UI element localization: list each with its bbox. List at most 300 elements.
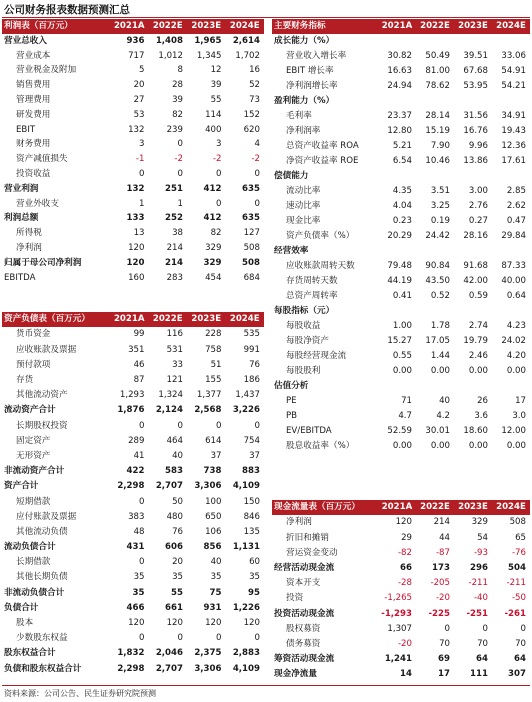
value-cell [416, 244, 454, 259]
table-title: 主要财务指标 [272, 19, 378, 34]
row-label: 财务费用 [16, 139, 51, 150]
value-cell: 116 [166, 329, 183, 340]
value-cell: 18.60 [463, 426, 488, 437]
value-cell [416, 34, 454, 49]
table-row [2, 585, 264, 600]
table-row [272, 244, 530, 259]
value-cell: 9.96 [468, 141, 488, 152]
value-cell: 46 [133, 359, 145, 370]
value-cell: 155 [205, 375, 222, 386]
table-row [272, 229, 530, 244]
value-cell: 35 [133, 572, 145, 583]
table-row [2, 449, 264, 464]
value-cell: 422 [126, 466, 145, 477]
value-cell: 3.51 [430, 186, 450, 197]
table-row [272, 379, 530, 394]
value-cell: 44 [439, 532, 450, 543]
value-cell: 23.37 [387, 111, 412, 122]
value-cell: -50 [511, 593, 526, 604]
table-row [272, 319, 530, 334]
value-cell: 620 [243, 124, 260, 135]
value-cell: 738 [203, 466, 222, 477]
value-cell: 44.19 [387, 276, 412, 287]
value-cell: 531 [166, 344, 183, 355]
value-cell: 52 [249, 80, 260, 91]
value-cell: 0 [444, 623, 450, 634]
value-cell: 81.00 [425, 66, 450, 77]
table-row [2, 167, 264, 182]
value-cell: 614 [205, 435, 222, 446]
value-cell: 1,241 [384, 654, 412, 665]
row-label: 现金比率 [286, 216, 321, 227]
year-header: 2024E [226, 312, 265, 327]
row-label: 应付账款及票据 [16, 511, 77, 522]
value-cell: 661 [165, 602, 183, 613]
table-row [2, 226, 264, 241]
value-cell: 0 [139, 169, 145, 180]
table-row [2, 78, 264, 93]
table-row [272, 515, 530, 530]
bottom-rule [2, 685, 530, 686]
value-cell: 5.21 [392, 141, 412, 152]
table-row [2, 418, 264, 433]
table-row [2, 373, 264, 388]
value-cell: 0 [216, 420, 222, 431]
value-cell: 883 [242, 466, 260, 477]
value-cell: 0 [254, 198, 260, 209]
value-cell: 2,046 [155, 648, 183, 659]
table-row [272, 79, 530, 94]
value-cell: 70 [439, 638, 450, 649]
value-cell: 75 [209, 587, 222, 598]
table-row [272, 49, 530, 64]
value-cell: 14 [400, 669, 412, 680]
table-row [272, 576, 530, 591]
ratios-table-panel [272, 19, 530, 454]
value-cell: 38 [172, 228, 183, 239]
value-cell: 0 [482, 623, 488, 634]
row-label: 营业外收支 [16, 198, 59, 209]
value-cell: 0.00 [430, 366, 450, 377]
value-cell: 1,226 [232, 602, 260, 613]
row-label: 盈利能力（%） [274, 96, 335, 107]
value-cell: 17.05 [425, 336, 450, 347]
row-label: 存货 [16, 375, 34, 386]
value-cell: 2,375 [194, 648, 222, 659]
table-row [2, 342, 264, 357]
value-cell: 0 [177, 169, 183, 180]
table-row [2, 570, 264, 585]
row-label: 筹资活动现金流 [274, 654, 335, 665]
table-row [272, 34, 530, 49]
row-label: 总资产收益率 ROA [286, 141, 359, 152]
value-cell: 0.00 [506, 441, 526, 452]
value-cell: 50.49 [425, 51, 450, 62]
value-cell: 4.20 [506, 351, 526, 362]
value-cell: 30.82 [387, 51, 412, 62]
value-cell: -1 [135, 154, 145, 165]
year-header: 2021A [110, 19, 149, 34]
value-cell: -20 [435, 593, 450, 604]
row-label: 股权募资 [286, 623, 321, 634]
table-row [2, 646, 264, 661]
value-cell: 40.00 [501, 276, 526, 287]
value-cell: 186 [243, 375, 260, 386]
row-label: 货币资金 [16, 329, 51, 340]
value-cell: 54.21 [501, 81, 526, 92]
value-cell: 758 [205, 344, 222, 355]
value-cell: 3.00 [468, 186, 488, 197]
value-cell: 71 [401, 396, 412, 407]
value-cell: 91.68 [463, 261, 488, 272]
value-cell: 26 [477, 396, 488, 407]
value-cell: 28 [172, 80, 183, 91]
row-label: 资产减值损失 [16, 154, 68, 165]
row-label: 归属于母公司净利润 [4, 257, 82, 268]
value-cell: 12.36 [501, 141, 526, 152]
value-cell: 17.61 [501, 156, 526, 167]
value-cell: 351 [128, 344, 145, 355]
row-label: PE [286, 396, 297, 407]
value-cell: -87 [435, 547, 450, 558]
value-cell: 2.62 [506, 201, 526, 212]
table-row [272, 622, 530, 637]
value-cell: 1,832 [117, 648, 145, 659]
value-cell: 1,012 [158, 50, 183, 61]
value-cell: 2,568 [194, 405, 222, 416]
value-cell: 120 [128, 243, 145, 254]
value-cell: 4.7 [398, 411, 412, 422]
row-label: 总资产周转率 [286, 291, 338, 302]
row-label: 利润总额 [4, 213, 39, 224]
table-row [272, 139, 530, 154]
row-label: 其他流动资产 [16, 390, 68, 401]
value-cell: -28 [397, 578, 412, 589]
value-cell: 0 [139, 420, 145, 431]
value-cell: 127 [243, 228, 260, 239]
table-row [2, 403, 264, 418]
table-row [272, 409, 530, 424]
value-cell: 2.74 [468, 321, 488, 332]
value-cell: 252 [165, 213, 183, 224]
value-cell: 2.85 [506, 186, 526, 197]
table-row [2, 108, 264, 123]
value-cell: 480 [166, 511, 183, 522]
value-cell: 99 [133, 329, 145, 340]
row-label: 净利润率 [286, 126, 321, 137]
row-label: 营业成本 [16, 50, 51, 61]
value-cell: 39 [210, 80, 222, 91]
value-cell: 1,377 [196, 390, 222, 401]
value-cell: 132 [126, 183, 145, 194]
row-label: 无形资产 [16, 450, 51, 461]
table-title: 资产负债表（百万元） [2, 312, 110, 327]
value-cell: 3.6 [474, 411, 488, 422]
row-label: 营业税金及附加 [16, 65, 77, 76]
row-label: 资产合计 [4, 481, 39, 492]
value-cell: 82 [172, 109, 183, 120]
row-label: 存货周转天数 [286, 276, 338, 287]
table-row [2, 479, 264, 494]
row-label: 营业收入增长率 [286, 51, 347, 62]
row-label: 非流动资产合计 [4, 466, 65, 477]
value-cell: 2,883 [232, 648, 260, 659]
row-label: 研发费用 [16, 109, 51, 120]
value-cell: -2 [251, 154, 260, 165]
row-label: 债务募资 [286, 638, 321, 649]
value-cell: 0 [254, 169, 260, 180]
table-row [272, 124, 530, 139]
value-cell: 20 [133, 80, 145, 91]
value-cell: 114 [205, 109, 222, 120]
value-cell: 76 [172, 526, 183, 537]
value-cell: 1.78 [430, 321, 450, 332]
table-row [272, 364, 530, 379]
row-label: EV/EBITDA [286, 426, 332, 437]
value-cell: 3 [139, 139, 145, 150]
value-cell: 1,131 [232, 542, 260, 553]
value-cell: 856 [203, 542, 222, 553]
row-label: 应收账款周转天数 [286, 261, 355, 272]
row-label: 净资产收益率 ROE [286, 156, 359, 167]
table-row [2, 631, 264, 646]
value-cell: 508 [243, 243, 260, 254]
value-cell: 17 [438, 669, 450, 680]
row-label: 资产负债率（%） [286, 231, 355, 242]
row-label: 负债合计 [4, 602, 39, 613]
value-cell: 35 [132, 587, 145, 598]
table-row [272, 304, 530, 319]
value-cell: 37 [210, 450, 222, 461]
value-cell: 95 [248, 587, 260, 598]
year-header: 2022E [416, 500, 454, 515]
row-label: 速动比率 [286, 201, 321, 212]
table-row [272, 94, 530, 109]
value-cell: 0.00 [468, 441, 488, 452]
row-label: 流动资产合计 [4, 405, 56, 416]
value-cell: 41 [133, 450, 145, 461]
value-cell: 120 [243, 618, 260, 629]
value-cell: 0.00 [392, 366, 412, 377]
value-cell [454, 94, 492, 109]
value-cell: 51 [210, 359, 222, 370]
table-row [2, 241, 264, 256]
value-cell: 1,702 [235, 50, 260, 61]
value-cell: 160 [128, 272, 145, 283]
value-cell: 152 [243, 109, 260, 120]
value-cell: 583 [165, 466, 183, 477]
value-cell: 79.48 [387, 261, 412, 272]
value-cell: 754 [243, 435, 260, 446]
value-cell: 24.02 [501, 336, 526, 347]
value-cell: 0 [177, 420, 183, 431]
row-label: 每股收益 [286, 321, 321, 332]
row-label: 净利润 [16, 243, 42, 254]
table-row [2, 123, 264, 138]
income-table-panel [2, 19, 264, 285]
table-row [2, 601, 264, 616]
year-header: 2023E [454, 19, 492, 34]
value-cell: 100 [205, 496, 222, 507]
value-cell: 150 [243, 496, 260, 507]
table-row [272, 109, 530, 124]
value-cell: 412 [203, 183, 222, 194]
page-title: 公司财务报表数据预测汇总 [4, 4, 130, 16]
row-label: 营运资金变动 [286, 547, 338, 558]
value-cell [378, 379, 416, 394]
value-cell: -2 [174, 154, 183, 165]
value-cell [492, 34, 530, 49]
value-cell: 42.00 [463, 276, 488, 287]
cashflow-table-panel [272, 500, 530, 682]
value-cell: 120 [126, 257, 145, 268]
value-cell: 29 [401, 532, 412, 543]
value-cell: 87.33 [501, 261, 526, 272]
value-cell: 3,306 [194, 663, 222, 674]
value-cell: 13 [133, 228, 145, 239]
value-cell: 0 [139, 496, 145, 507]
row-label: 现金净流量 [274, 669, 317, 680]
row-label: EBITDA [4, 272, 36, 283]
value-cell: 2.46 [468, 351, 488, 362]
row-label: 固定资产 [16, 435, 51, 446]
value-cell: -261 [504, 608, 526, 619]
table-row [272, 652, 530, 667]
value-cell: 2,707 [155, 481, 183, 492]
value-cell: 0 [254, 420, 260, 431]
value-cell: 70 [477, 638, 488, 649]
value-cell: 2,298 [117, 663, 145, 674]
value-cell: 12 [210, 65, 222, 76]
table-row [2, 211, 264, 226]
table-row [272, 606, 530, 621]
value-cell: 0 [177, 633, 183, 644]
table-row [2, 34, 264, 49]
value-cell: 214 [166, 243, 183, 254]
value-cell: 0 [520, 623, 526, 634]
table-title: 利润表（百万元） [2, 19, 110, 34]
table-row [272, 591, 530, 606]
value-cell: 2,707 [155, 663, 183, 674]
value-cell: 717 [128, 50, 145, 61]
row-label: 偿债能力 [274, 171, 309, 182]
value-cell: 30.01 [425, 426, 450, 437]
value-cell: -2 [212, 154, 222, 165]
row-label: 净利润 [286, 517, 312, 528]
value-cell: 329 [471, 517, 488, 528]
value-cell: 15.19 [425, 126, 450, 137]
row-label: 投资收益 [16, 169, 51, 180]
value-cell: 329 [203, 257, 222, 268]
table-row [2, 358, 264, 373]
row-label: 短期借款 [16, 496, 51, 507]
value-cell [492, 169, 530, 184]
value-cell: 111 [470, 669, 488, 680]
row-label: 预付款项 [16, 359, 51, 370]
value-cell: 6.54 [392, 156, 412, 167]
table-row [2, 661, 264, 676]
table-row [2, 327, 264, 342]
year-header: 2021A [110, 312, 149, 327]
table-row [2, 509, 264, 524]
value-cell: 289 [128, 435, 145, 446]
value-cell: 0.27 [468, 216, 488, 227]
value-cell: 0 [139, 557, 145, 568]
value-cell: 0 [216, 633, 222, 644]
row-label: 流动比率 [286, 186, 321, 197]
value-cell: 120 [128, 618, 145, 629]
value-cell: 69 [438, 654, 450, 665]
value-cell: 37 [249, 450, 260, 461]
table-row [2, 49, 264, 64]
value-cell: 3,306 [194, 481, 222, 492]
value-cell: 508 [242, 257, 260, 268]
value-cell: 40 [439, 396, 450, 407]
value-cell: 2,298 [117, 481, 145, 492]
row-label: 管理费用 [16, 95, 51, 106]
year-header: 2022E [416, 19, 454, 34]
value-cell: 504 [508, 563, 526, 574]
value-cell: 1,345 [196, 50, 222, 61]
value-cell: 20.29 [387, 231, 412, 242]
value-cell: 0.00 [430, 441, 450, 452]
value-cell: 0.00 [468, 366, 488, 377]
value-cell: 0.64 [506, 291, 526, 302]
value-cell: 650 [205, 511, 222, 522]
value-cell: 60 [249, 557, 260, 568]
value-cell: 931 [203, 602, 222, 613]
year-header: 2021A [378, 19, 416, 34]
value-cell: 35 [249, 572, 260, 583]
value-cell: 13.86 [463, 156, 488, 167]
value-cell: 991 [243, 344, 260, 355]
row-label: 长期股权投资 [16, 420, 68, 431]
year-header: 2024E [226, 19, 265, 34]
table-row [272, 259, 530, 274]
table-row [272, 546, 530, 561]
value-cell: 0.23 [392, 216, 412, 227]
value-cell: 635 [242, 183, 260, 194]
value-cell: 239 [166, 124, 183, 135]
value-cell: -76 [511, 547, 526, 558]
value-cell: 3,226 [232, 405, 260, 416]
value-cell: 133 [126, 213, 145, 224]
table-row [2, 152, 264, 167]
row-label: 估值分析 [274, 381, 309, 392]
value-cell: 43.50 [425, 276, 450, 287]
value-cell: 400 [205, 124, 222, 135]
table-row [272, 169, 530, 184]
value-cell: -205 [430, 578, 450, 589]
value-cell: 508 [509, 517, 526, 528]
row-label: 少数股东权益 [16, 633, 68, 644]
table-row [2, 525, 264, 540]
table-row [272, 274, 530, 289]
value-cell: 0.00 [392, 441, 412, 452]
year-header: 2023E [187, 19, 226, 34]
value-cell [454, 379, 492, 394]
cashflow-table [272, 500, 530, 682]
value-cell: 33.06 [501, 51, 526, 62]
value-cell: 55 [171, 587, 183, 598]
row-label: PB [286, 411, 298, 422]
value-cell: 173 [432, 563, 450, 574]
row-label: 其他长期负债 [16, 572, 68, 583]
value-cell: 54.91 [501, 66, 526, 77]
value-cell: 64 [476, 654, 488, 665]
table-row [272, 214, 530, 229]
value-cell: 1.44 [430, 351, 450, 362]
